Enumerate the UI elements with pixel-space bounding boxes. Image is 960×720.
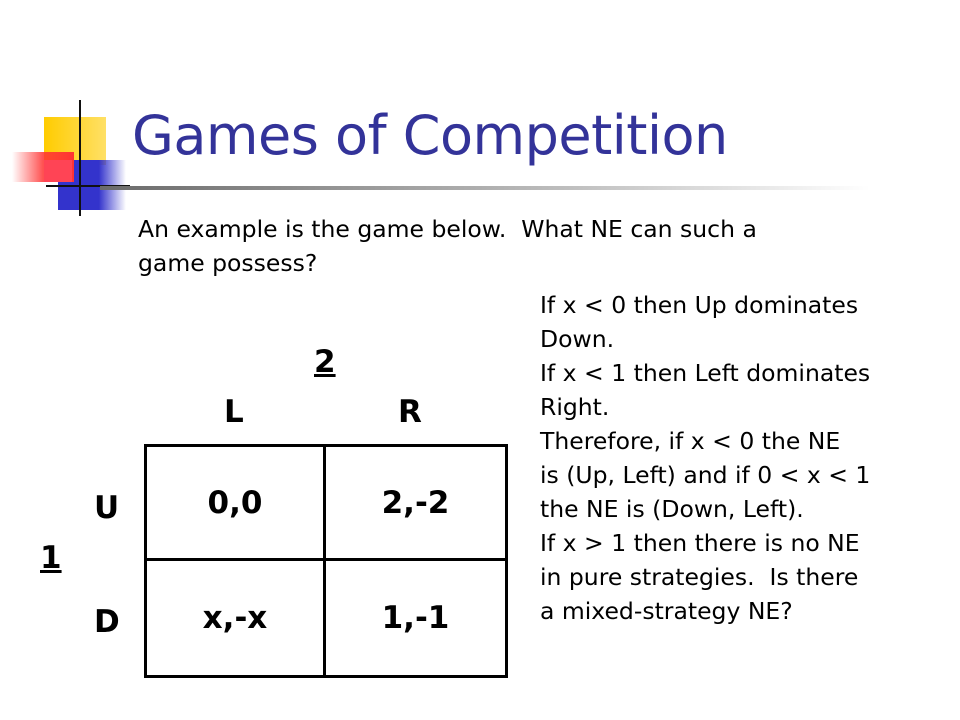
- explanation-line: the NE is (Down, Left).: [540, 495, 804, 523]
- column-left-label: L: [224, 394, 244, 430]
- explanation-line: Therefore, if x < 0 the NE: [540, 427, 841, 455]
- title-decoration: [0, 0, 130, 230]
- payoff-cell-down-right: 1,-1: [381, 600, 450, 636]
- explanation-line: Right.: [540, 393, 610, 421]
- explanation-line: in pure strategies. Is there: [540, 563, 859, 591]
- explanation-line: If x < 1 then Left dominates: [540, 359, 871, 387]
- payoff-cell-up-left: 0,0: [147, 447, 326, 561]
- explanation-line: If x < 0 then Up dominates: [540, 291, 859, 319]
- payoff-matrix: [144, 444, 508, 678]
- intro-line-2: game possess?: [138, 249, 318, 277]
- row-player-label: 1: [40, 540, 62, 576]
- explanation-text: [540, 288, 960, 628]
- column-right-label: R: [398, 394, 422, 430]
- row-down-label: D: [94, 604, 120, 640]
- row-up-label: U: [94, 490, 120, 526]
- intro-line-1: An example is the game below. What NE can such a: [138, 215, 757, 243]
- payoff-cell-down-left: x,-x: [147, 561, 326, 675]
- deco-red-square: [44, 160, 72, 182]
- slide-title: Games of Competition: [132, 104, 728, 167]
- intro-text: [138, 212, 898, 280]
- explanation-line: is (Up, Left) and if 0 < x < 1: [540, 461, 871, 489]
- explanation-line: If x > 1 then there is no NE: [540, 529, 860, 557]
- payoff-cell-up-right: 2,-2: [326, 447, 505, 561]
- explanation-line: Down.: [540, 325, 615, 353]
- column-player-label: 2: [314, 344, 336, 380]
- title-underline: [100, 186, 870, 190]
- explanation-line: a mixed-strategy NE?: [540, 597, 793, 625]
